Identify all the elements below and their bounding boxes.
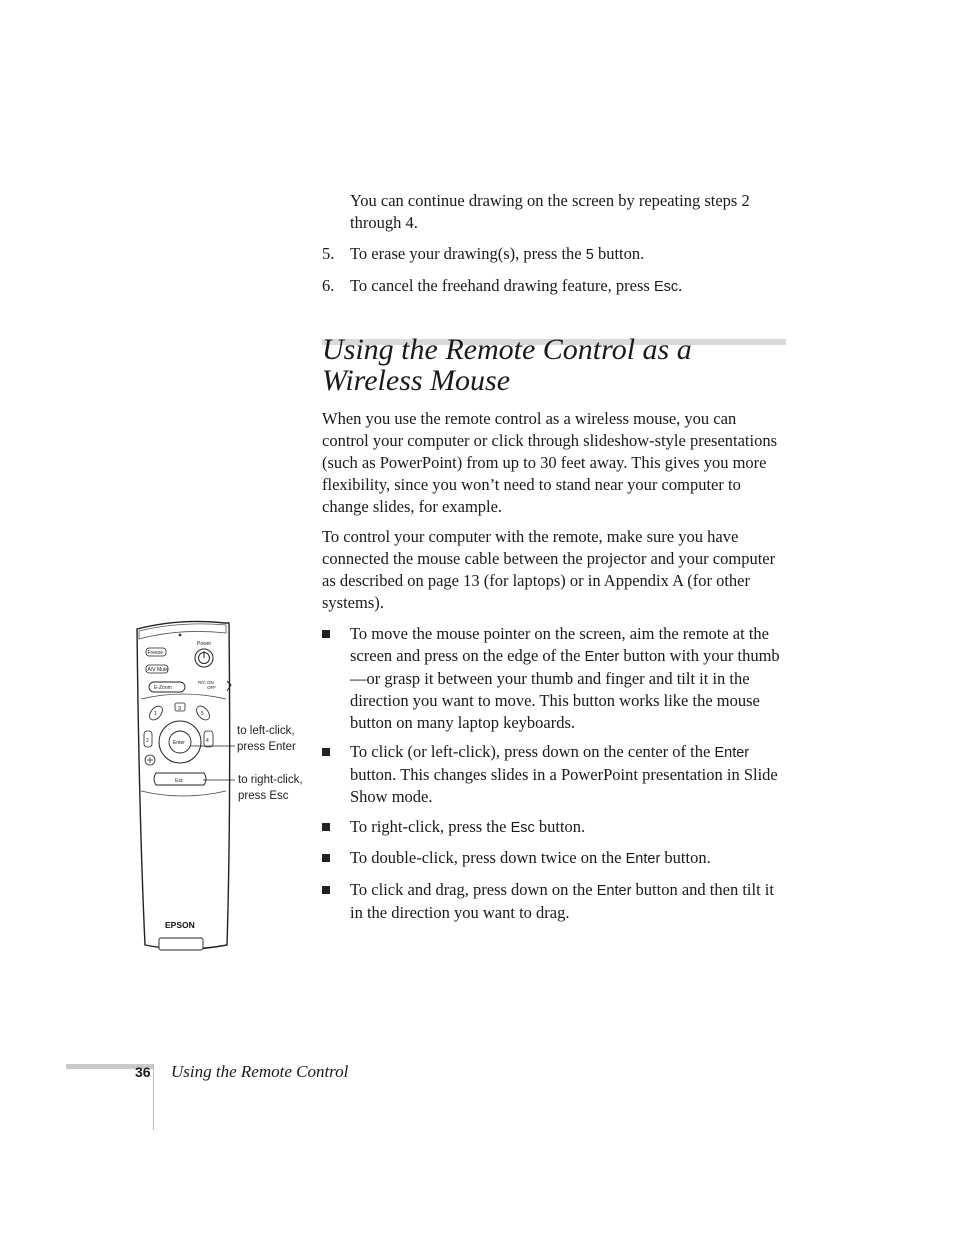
e-zoom-label: E-Zoom [154, 685, 172, 691]
step-text: To erase your drawing(s), press the [350, 244, 586, 263]
enter-callout [237, 723, 296, 755]
callout-line: to left-click, [237, 725, 295, 737]
epson-logo: EPSON [165, 920, 195, 930]
paragraph-connect: To control your computer with the remote, make sure you have connected the mouse cable between the projector and your computer as described on page 13 (for laptops) or in Appendix A (for other systems). [322, 527, 776, 612]
esc-callout [238, 772, 303, 804]
step-text: . [678, 276, 683, 295]
step-text: button. [593, 244, 645, 263]
bullet-text: button. This changes slides in a PowerPoint presentation in Slide Show mode. [350, 765, 778, 806]
ir-led [179, 634, 182, 637]
bullet-text: To move the mouse pointer on the screen, aim the remote at the screen and press on the edge of the [350, 624, 770, 665]
bullet-text: To click (or left-click), press down on the center of the [350, 742, 715, 761]
step-number: 6. [322, 276, 335, 295]
running-footer-title: Using the Remote Control [171, 1062, 349, 1081]
button-4-label: 4 [206, 738, 209, 744]
key-label: Enter [714, 745, 750, 761]
key-label: 5 [585, 247, 594, 263]
page-number: 36 [135, 1064, 151, 1080]
callout-line: press Esc [238, 790, 289, 802]
av-mute-label: A/V Mute [147, 667, 169, 673]
bullet-text: To click and drag, press down on the [350, 880, 597, 899]
power-label: Power [197, 641, 212, 647]
bullet-text: To right-click, press the [350, 817, 511, 836]
key-label: Enter [584, 649, 620, 665]
bullet-text: To double-click, press down twice on the [350, 848, 626, 867]
enter-label: Enter [173, 740, 185, 746]
rc-off-label: OFF [207, 685, 216, 690]
key-label: Esc [653, 279, 679, 295]
intro-continue-text: You can continue drawing on the screen by repeating steps 2 through 4. [350, 191, 750, 232]
key-label: Enter [596, 883, 632, 899]
freeze-label: Freeze [147, 650, 164, 656]
footer-divider [153, 1064, 154, 1130]
callout-line: press Enter [237, 741, 296, 753]
esc-label: Esc [175, 778, 184, 784]
rc-on-label: R/C ON [198, 680, 214, 685]
bullet-text: button and then tilt it in the direction you want to drag. [350, 880, 774, 922]
callout-line: to right-click, [238, 774, 303, 786]
bullet-text: button. [660, 848, 711, 867]
button-5-label: 5 [201, 711, 204, 717]
key-label: Esc [510, 820, 535, 836]
button-3-label: 3 [178, 706, 182, 712]
step-text: To cancel the freehand drawing feature, press [350, 276, 654, 295]
paragraph-intro: When you use the remote control as a wireless mouse, you can control your computer or click through slideshow-style presentations (such as PowerPoint) from up to 30 feet away. This gives you more flexibility, since you won’t need to stand near your computer to change slides, for example. [322, 409, 778, 516]
step-number: 5. [322, 244, 335, 263]
section-heading: Using the Remote Control as a Wireless Mouse [322, 333, 692, 397]
key-label: Enter [625, 851, 661, 867]
button-2-label: 2 [146, 738, 149, 744]
button-1-label: 1 [154, 711, 157, 717]
bullet-text: button. [534, 817, 586, 836]
bullet-text: button with your thumb—or grasp it between your thumb and finger and tilt it in the direction you want to move. This button works like the mouse button on many laptop keyboards. [350, 646, 780, 732]
battery-cover [159, 938, 203, 950]
